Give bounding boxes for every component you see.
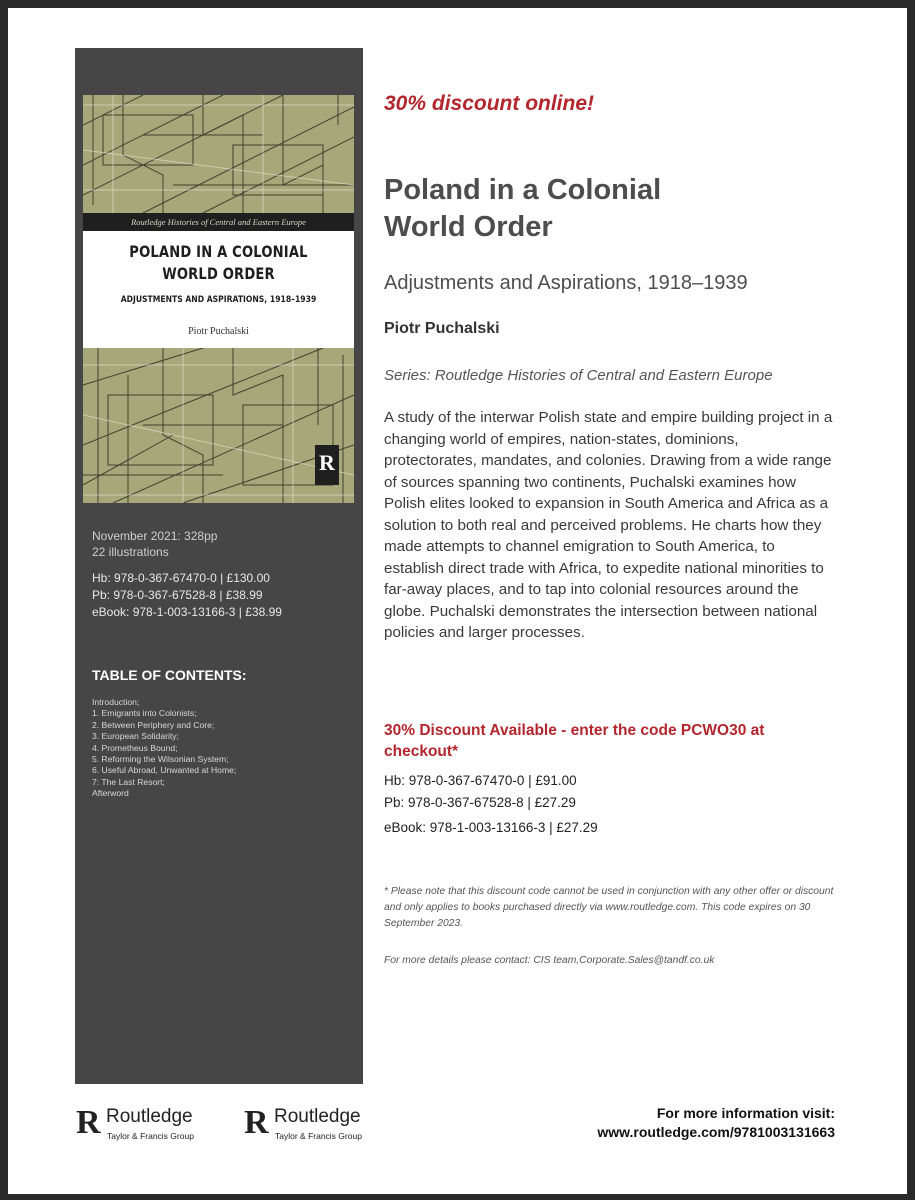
book-title: Poland in a Colonial World Order: [384, 174, 662, 243]
logo-tagline: Taylor & Francis Group: [107, 1131, 194, 1141]
toc-heading: TABLE OF CONTENTS:: [92, 667, 247, 683]
toc-list: [92, 697, 236, 800]
discount-note: * Please note that this discount code cannot be used in conjunction with any other offer or discount and only applies to books purchased directly via www.routledge.com. This code expires on 30 September 2023.: [384, 886, 834, 929]
toc-item: 3. European Solidarity;: [92, 731, 179, 742]
cover-series-band: Routledge Histories of Central and Eastern Europe: [83, 213, 354, 231]
toc-item: 2. Between Periphery and Core;: [92, 719, 215, 730]
routledge-r-icon: R: [244, 1104, 269, 1141]
book-series: Series: Routledge Histories of Central and Eastern Europe: [384, 367, 773, 384]
toc-item: Afterword: [92, 788, 129, 799]
discount-ebook-price: eBook: 978-1-003-13166-3 | £27.29: [384, 820, 598, 835]
contact-info: For more details please contact: CIS team,Corporate.Sales@tandf.co.uk: [384, 955, 715, 966]
discount-hb-price: Hb: 978-0-367-67470-0 | £91.00: [384, 773, 577, 788]
hb-price: Hb: 978-0-367-67470-0 | £130.00: [92, 571, 270, 585]
toc-item: Introduction;: [92, 697, 140, 707]
more-info: [597, 1104, 835, 1142]
logo-name: Routledge: [106, 1106, 193, 1127]
cover-subtitle: ADJUSTMENTS AND ASPIRATIONS, 1918–1939: [120, 295, 317, 305]
toc-item: 4. Prometheus Bound;: [92, 742, 178, 753]
toc-item: 6. Useful Abroad, Unwanted at Home;: [92, 765, 237, 776]
book-subtitle: Adjustments and Aspirations, 1918–1939: [384, 272, 748, 294]
toc-item: 7: The Last Resort;: [92, 776, 165, 787]
cover-author: Piotr Puchalski: [188, 326, 249, 337]
pub-date-pages: November 2021: 328pp: [92, 529, 218, 543]
book-description: A study of the interwar Polish state and empire building project in a changing world of empires, nation-states, dominions, protectorates, mandates, and colonies. Drawing from a wide range of sources spanning two continents, Puchalski examines how Polish elites looked to expansion in South America and Africa as a solution to both real and perceived problems. He charts how they made attempts to channel emigration to South America, to establish direct trade with Africa, to expedite national minorities to far-away places, and to tap into colonial resources around the globe. Puchalski demonstrates the intersection between national policies and larger processes.: [384, 409, 833, 641]
ebook-price: eBook: 978-1-003-13166-3 | £38.99: [92, 605, 282, 619]
illustrations-count: 22 illustrations: [92, 545, 169, 559]
book-cover: [83, 95, 354, 503]
routledge-r-icon: R: [76, 1104, 101, 1141]
discount-heading: 30% Discount Available - enter the code PCWO30 at checkout*: [384, 722, 765, 760]
routledge-r-icon: R: [315, 445, 339, 485]
book-author: Piotr Puchalski: [384, 320, 500, 337]
discount-banner: 30% discount online!: [384, 92, 595, 115]
discount-pb-price: Pb: 978-0-367-67528-8 | £27.29: [384, 795, 576, 810]
cover-title: POLAND IN A COLONIAL WORLD ORDER: [129, 242, 308, 283]
pb-price: Pb: 978-0-367-67528-8 | £38.99: [92, 588, 263, 602]
cover-title-box: [83, 231, 354, 348]
more-info-label: For more information visit:: [656, 1105, 835, 1121]
toc-item: 5. Reforming the Wilsonian System;: [92, 754, 229, 765]
logo-tagline: Taylor & Francis Group: [275, 1131, 362, 1141]
toc-item: 1. Emigrants into Colonists;: [92, 708, 197, 719]
logo-name: Routledge: [274, 1106, 361, 1127]
more-info-url[interactable]: www.routledge.com/9781003131663: [597, 1124, 835, 1140]
